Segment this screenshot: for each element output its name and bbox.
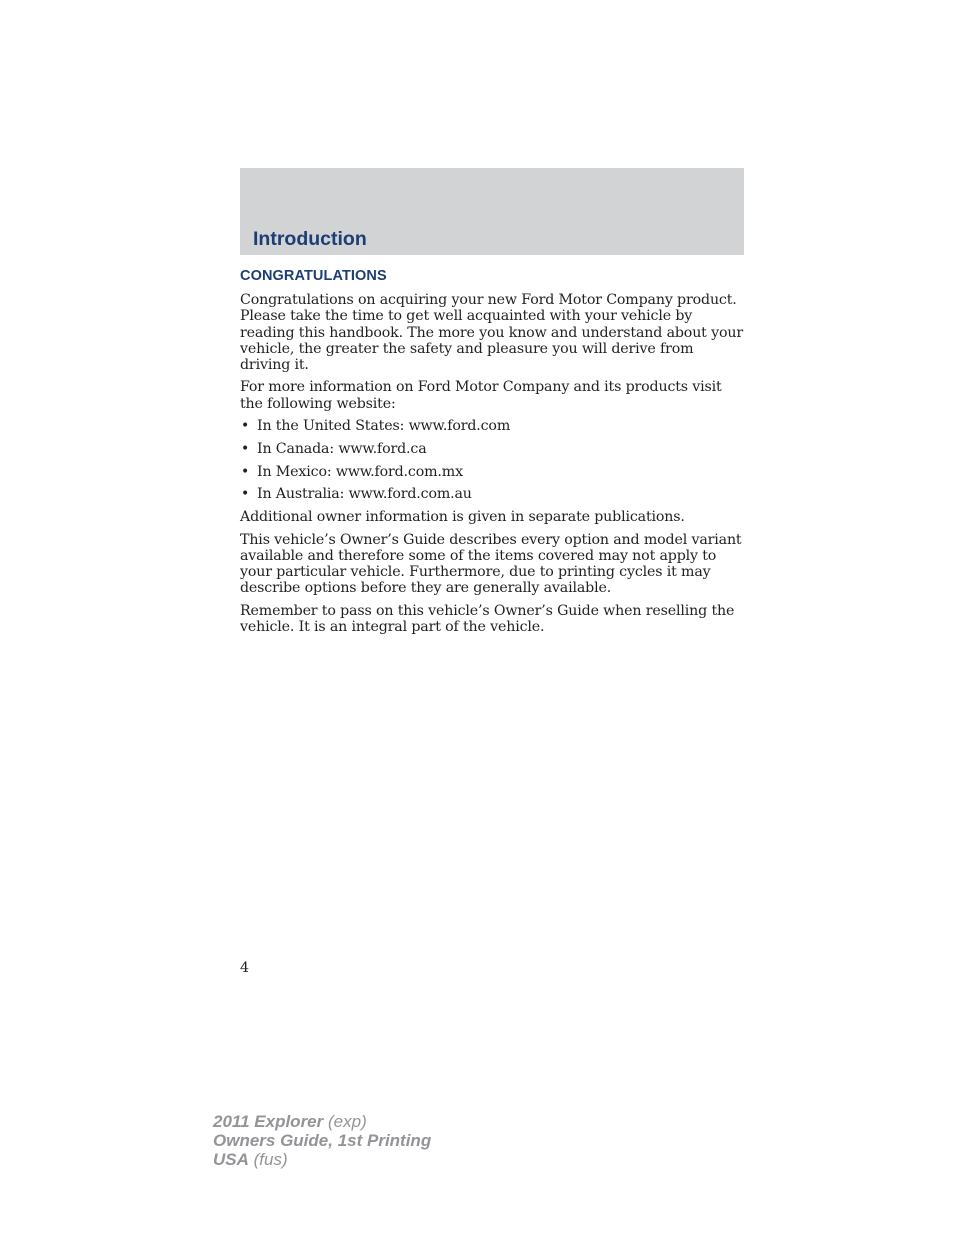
list-item <box>240 418 744 434</box>
list-item-text: In Mexico: www.ford.com.mx <box>257 463 463 480</box>
paragraph-options: This vehicle’s Owner’s Guide describes every option and model variant available and therefore some of the items covered may not apply to your particular vehicle. Furthermore, due to printing cycles it may describe options before they are generally available. <box>240 531 742 597</box>
bullet-icon: • <box>241 463 250 480</box>
footer-line-guide <box>213 1131 431 1150</box>
list-item <box>240 441 744 457</box>
footer-market: USA <box>213 1150 249 1169</box>
chapter-title: Introduction <box>253 228 367 250</box>
print-footer <box>213 1112 431 1169</box>
body-content <box>240 292 744 641</box>
footer-line-market <box>213 1150 431 1169</box>
footer-market-code: (fus) <box>253 1150 288 1169</box>
chapter-header-band <box>240 168 744 255</box>
list-item-text: In Canada: www.ford.ca <box>257 440 427 457</box>
footer-guide: Owners Guide, 1st Printing <box>213 1131 432 1150</box>
website-list <box>240 418 744 503</box>
bullet-icon: • <box>241 440 250 457</box>
list-item-text: In the United States: www.ford.com <box>257 418 511 435</box>
list-item <box>240 486 744 502</box>
paragraph-website: For more information on Ford Motor Company and its products visit the following website: <box>240 379 722 412</box>
page-number: 4 <box>240 960 250 976</box>
paragraph-additional: Additional owner information is given in separate publications. <box>240 509 685 526</box>
bullet-icon: • <box>241 486 250 503</box>
footer-model-code: (exp) <box>328 1112 367 1131</box>
list-item-text: In Australia: www.ford.com.au <box>257 486 472 503</box>
bullet-icon: • <box>241 418 250 435</box>
paragraph-intro: Congratulations on acquiring your new Ford Motor Company product. Please take the time to get well acquainted with your vehicle by reading this handbook. The more you know and understand about your vehicle, the greater the safety and pleasure you will derive from driving it. <box>240 292 743 374</box>
list-item <box>240 464 744 480</box>
section-heading: CONGRATULATIONS <box>240 268 387 284</box>
footer-line-model <box>213 1112 431 1131</box>
footer-model: 2011 Explorer <box>213 1112 324 1131</box>
paragraph-reselling: Remember to pass on this vehicle’s Owner’s Guide when reselling the vehicle. It is an integral part of the vehicle. <box>240 602 735 636</box>
